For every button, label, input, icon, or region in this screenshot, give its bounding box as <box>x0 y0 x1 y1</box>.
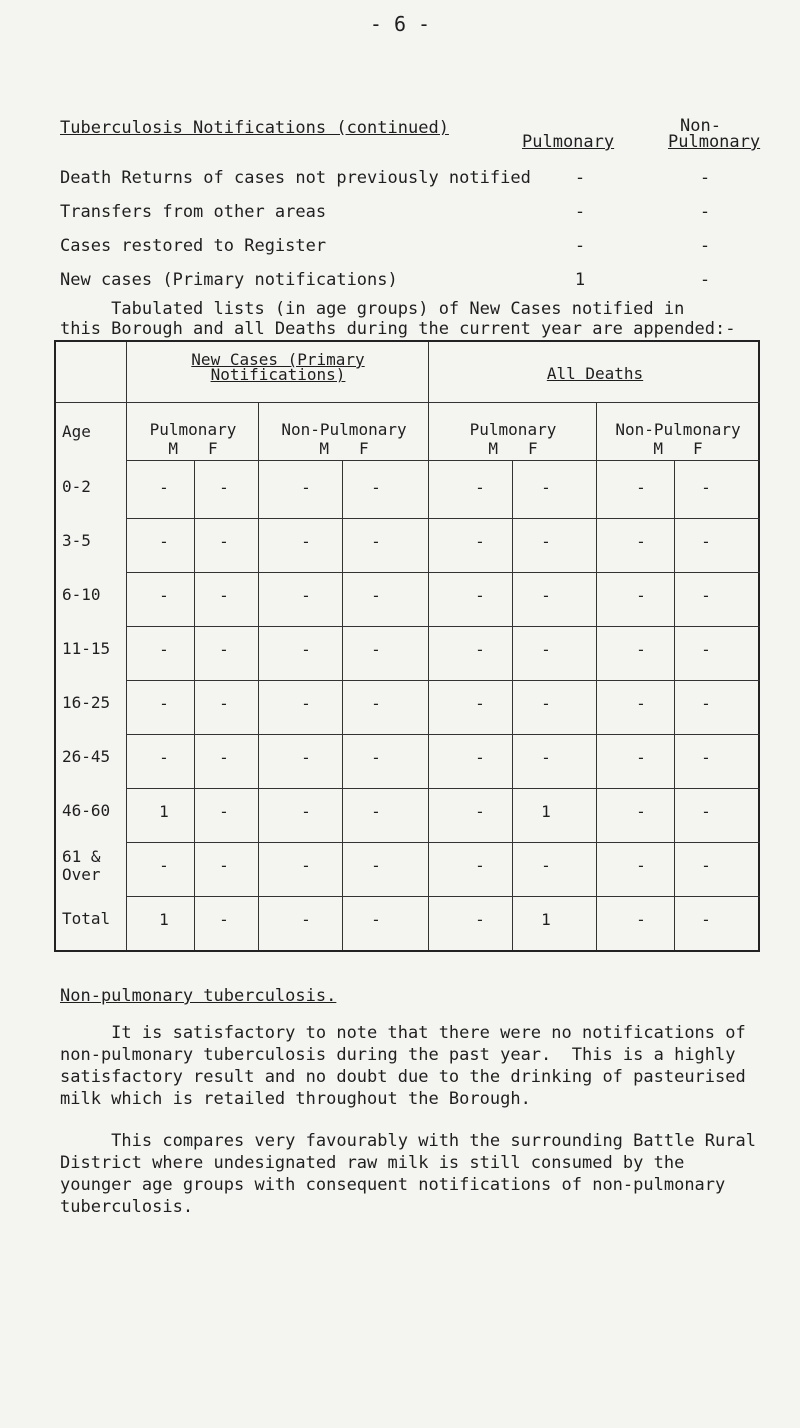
table-cell-value: - <box>371 586 381 605</box>
f-label: F <box>528 439 538 458</box>
f-label: F <box>359 439 369 458</box>
f-label: F <box>208 439 218 458</box>
table-cell-value: - <box>541 856 551 875</box>
table-cell-value: - <box>541 640 551 659</box>
table-cell-value: - <box>371 640 381 659</box>
new-cases-non-pulmonary-header-label: Non-Pulmonary <box>281 420 407 439</box>
table-cell-value: - <box>219 478 229 497</box>
table-cell-value: - <box>541 478 551 497</box>
table-cell-value: - <box>371 532 381 551</box>
summary-row-non-pulmonary-value: - <box>699 168 711 188</box>
deaths-non-pulmonary-header <box>598 420 758 458</box>
table-cell-value: - <box>371 910 381 929</box>
table-row-divider <box>126 572 760 573</box>
m-label: M <box>168 439 178 458</box>
page-number: - 6 - <box>369 12 431 36</box>
table-cell-value: - <box>301 478 311 497</box>
table-cell-value: - <box>301 910 311 929</box>
table-cell-value: - <box>301 748 311 767</box>
table-cell-value: - <box>301 640 311 659</box>
table-row-divider <box>126 680 760 681</box>
age-group-label <box>62 532 126 550</box>
f-label: F <box>693 439 703 458</box>
summary-row-label: Transfers from other areas <box>60 202 327 222</box>
table-cell-value: - <box>701 478 711 497</box>
new-cases-pulmonary-header <box>128 420 258 458</box>
table-cell-value: - <box>219 802 229 821</box>
age-group-label-line: 16-25 <box>62 693 111 712</box>
age-group-label-line: 11-15 <box>62 639 111 658</box>
table-cell-value: - <box>475 694 485 713</box>
table-row-divider <box>126 734 760 735</box>
table-column-divider <box>342 460 343 950</box>
table-cell-value: - <box>475 532 485 551</box>
table-cell-value: - <box>301 802 311 821</box>
summary-row-pulmonary-value: - <box>574 168 586 188</box>
age-group-label <box>62 694 126 712</box>
age-group-label-line: 0-2 <box>62 477 91 496</box>
table-cell-value: - <box>159 640 169 659</box>
summary-row-non-pulmonary-value: - <box>699 236 711 256</box>
age-group-label-line: 46-60 <box>62 801 111 820</box>
table-row-divider <box>126 460 760 461</box>
table-row-divider <box>126 626 760 627</box>
table-cell-value: - <box>371 748 381 767</box>
intro-paragraph-line: Tabulated lists (in age groups) of New Cases notified in <box>60 299 685 319</box>
paragraph-line: milk which is retailed throughout the Borough. <box>60 1089 531 1109</box>
table-cell-value: - <box>219 910 229 929</box>
column-header-pulmonary: Pulmonary <box>522 132 615 152</box>
paragraph-line: It is satisfactory to note that there were no notifications of <box>60 1023 746 1043</box>
age-group-label-line: 3-5 <box>62 531 91 550</box>
table-column-divider <box>512 460 513 950</box>
age-group-label <box>62 586 126 604</box>
table-row-divider <box>126 896 760 897</box>
tuberculosis-age-table <box>54 340 760 952</box>
table-cell-value: 1 <box>159 802 169 821</box>
paragraph-line: non-pulmonary tuberculosis during the past year. This is a highly <box>60 1045 736 1065</box>
deaths-pulmonary-header <box>430 420 596 458</box>
table-cell-value: - <box>475 910 485 929</box>
summary-row-non-pulmonary-value: - <box>699 202 711 222</box>
summary-row-pulmonary-value: - <box>574 236 586 256</box>
table-row-divider <box>126 518 760 519</box>
age-group-label <box>62 748 126 766</box>
age-group-label-line: Total <box>62 909 111 928</box>
table-cell-value: 1 <box>541 802 551 821</box>
table-cell-value: - <box>701 532 711 551</box>
summary-row-label: Death Returns of cases not previously notified <box>60 168 531 188</box>
m-label: M <box>488 439 498 458</box>
table-cell-value: - <box>219 640 229 659</box>
summary-row-pulmonary-value: - <box>574 202 586 222</box>
table-cell-value: - <box>159 694 169 713</box>
table-cell-value: - <box>219 856 229 875</box>
table-column-divider <box>258 402 259 950</box>
table-column-divider <box>126 342 127 950</box>
intro-paragraph-line: this Borough and all Deaths during the current year are appended:- <box>60 319 736 339</box>
group-header-new-cases-line2: Notifications) <box>210 365 346 384</box>
paragraph-line: District where undesignated raw milk is still consumed by the <box>60 1153 685 1173</box>
paragraph-line: satisfactory result and no doubt due to the drinking of pasteurised <box>60 1067 746 1087</box>
age-group-label <box>62 848 126 884</box>
table-cell-value: - <box>701 802 711 821</box>
sex-labels <box>260 439 428 458</box>
group-header-new-cases-line1: New Cases (Primary <box>191 350 365 369</box>
table-cell-value: - <box>636 856 646 875</box>
table-cell-value: - <box>159 586 169 605</box>
table-cell-value: - <box>159 748 169 767</box>
table-row-divider <box>126 788 760 789</box>
table-header-divider <box>56 402 760 403</box>
table-cell-value: - <box>475 856 485 875</box>
m-label: M <box>653 439 663 458</box>
table-cell-value: - <box>475 640 485 659</box>
table-cell-value: - <box>636 532 646 551</box>
table-cell-value: - <box>219 532 229 551</box>
table-cell-value: - <box>636 640 646 659</box>
table-column-divider <box>194 460 195 950</box>
deaths-pulmonary-header-label: Pulmonary <box>469 420 557 439</box>
table-cell-value: 1 <box>159 910 169 929</box>
deaths-non-pulmonary-header-label: Non-Pulmonary <box>615 420 741 439</box>
table-cell-value: - <box>475 802 485 821</box>
table-cell-value: - <box>301 856 311 875</box>
table-cell-value: - <box>701 856 711 875</box>
sex-labels <box>128 439 258 458</box>
sex-labels <box>598 439 758 458</box>
table-cell-value: - <box>636 586 646 605</box>
table-cell-value: - <box>301 586 311 605</box>
table-cell-value: - <box>541 586 551 605</box>
age-group-label <box>62 910 126 928</box>
age-group-label-line: 6-10 <box>62 585 101 604</box>
table-cell-value: - <box>475 748 485 767</box>
summary-row-label: New cases (Primary notifications) <box>60 270 398 290</box>
table-cell-value: - <box>219 748 229 767</box>
sex-labels <box>430 439 596 458</box>
table-cell-value: - <box>636 910 646 929</box>
age-group-label-line: 26-45 <box>62 747 111 766</box>
m-label: M <box>319 439 329 458</box>
non-pulmonary-heading: Non-pulmonary tuberculosis. <box>60 986 337 1006</box>
age-column-header: Age <box>62 422 91 441</box>
table-cell-value: - <box>371 802 381 821</box>
table-cell-value: - <box>219 694 229 713</box>
age-group-label-line: Over <box>62 865 101 884</box>
new-cases-pulmonary-header-label: Pulmonary <box>149 420 237 439</box>
section-title: Tuberculosis Notifications (continued) <box>60 118 449 138</box>
table-cell-value: - <box>636 802 646 821</box>
age-group-label-line: 61 & <box>62 847 101 866</box>
table-cell-value: - <box>301 532 311 551</box>
table-cell-value: - <box>159 856 169 875</box>
column-header-non-pulmonary-line2: Pulmonary <box>668 132 761 152</box>
table-cell-value: - <box>636 478 646 497</box>
table-cell-value: - <box>636 748 646 767</box>
table-cell-value: - <box>701 694 711 713</box>
table-cell-value: - <box>371 478 381 497</box>
new-cases-non-pulmonary-header <box>260 420 428 458</box>
table-cell-value: - <box>301 694 311 713</box>
table-column-divider <box>674 460 675 950</box>
paragraph-line: younger age groups with consequent notifications of non-pulmonary <box>60 1175 726 1195</box>
table-cell-value: - <box>636 694 646 713</box>
table-cell-value: - <box>371 856 381 875</box>
summary-row-label: Cases restored to Register <box>60 236 327 256</box>
table-cell-value: - <box>701 586 711 605</box>
table-cell-value: 1 <box>541 910 551 929</box>
group-header-new-cases <box>128 350 428 384</box>
summary-row-pulmonary-value: 1 <box>574 270 586 290</box>
age-group-label <box>62 478 126 496</box>
table-cell-value: - <box>541 532 551 551</box>
column-header-non-pulmonary-line1: Non- <box>680 116 721 136</box>
table-column-divider <box>428 342 429 950</box>
group-header-all-deaths: All Deaths <box>546 364 644 383</box>
table-cell-value: - <box>701 910 711 929</box>
table-cell-value: - <box>159 478 169 497</box>
table-column-divider <box>596 402 597 950</box>
paragraph-line: tuberculosis. <box>60 1197 194 1217</box>
table-cell-value: - <box>475 586 485 605</box>
table-cell-value: - <box>541 748 551 767</box>
table-cell-value: - <box>371 694 381 713</box>
table-row-divider <box>126 842 760 843</box>
table-cell-value: - <box>219 586 229 605</box>
table-cell-value: - <box>701 748 711 767</box>
age-group-label <box>62 802 126 820</box>
summary-row-non-pulmonary-value: - <box>699 270 711 290</box>
table-cell-value: - <box>541 694 551 713</box>
paragraph-line: This compares very favourably with the surrounding Battle Rural <box>60 1131 756 1151</box>
table-cell-value: - <box>159 532 169 551</box>
table-cell-value: - <box>475 478 485 497</box>
table-cell-value: - <box>701 640 711 659</box>
age-group-label <box>62 640 126 658</box>
